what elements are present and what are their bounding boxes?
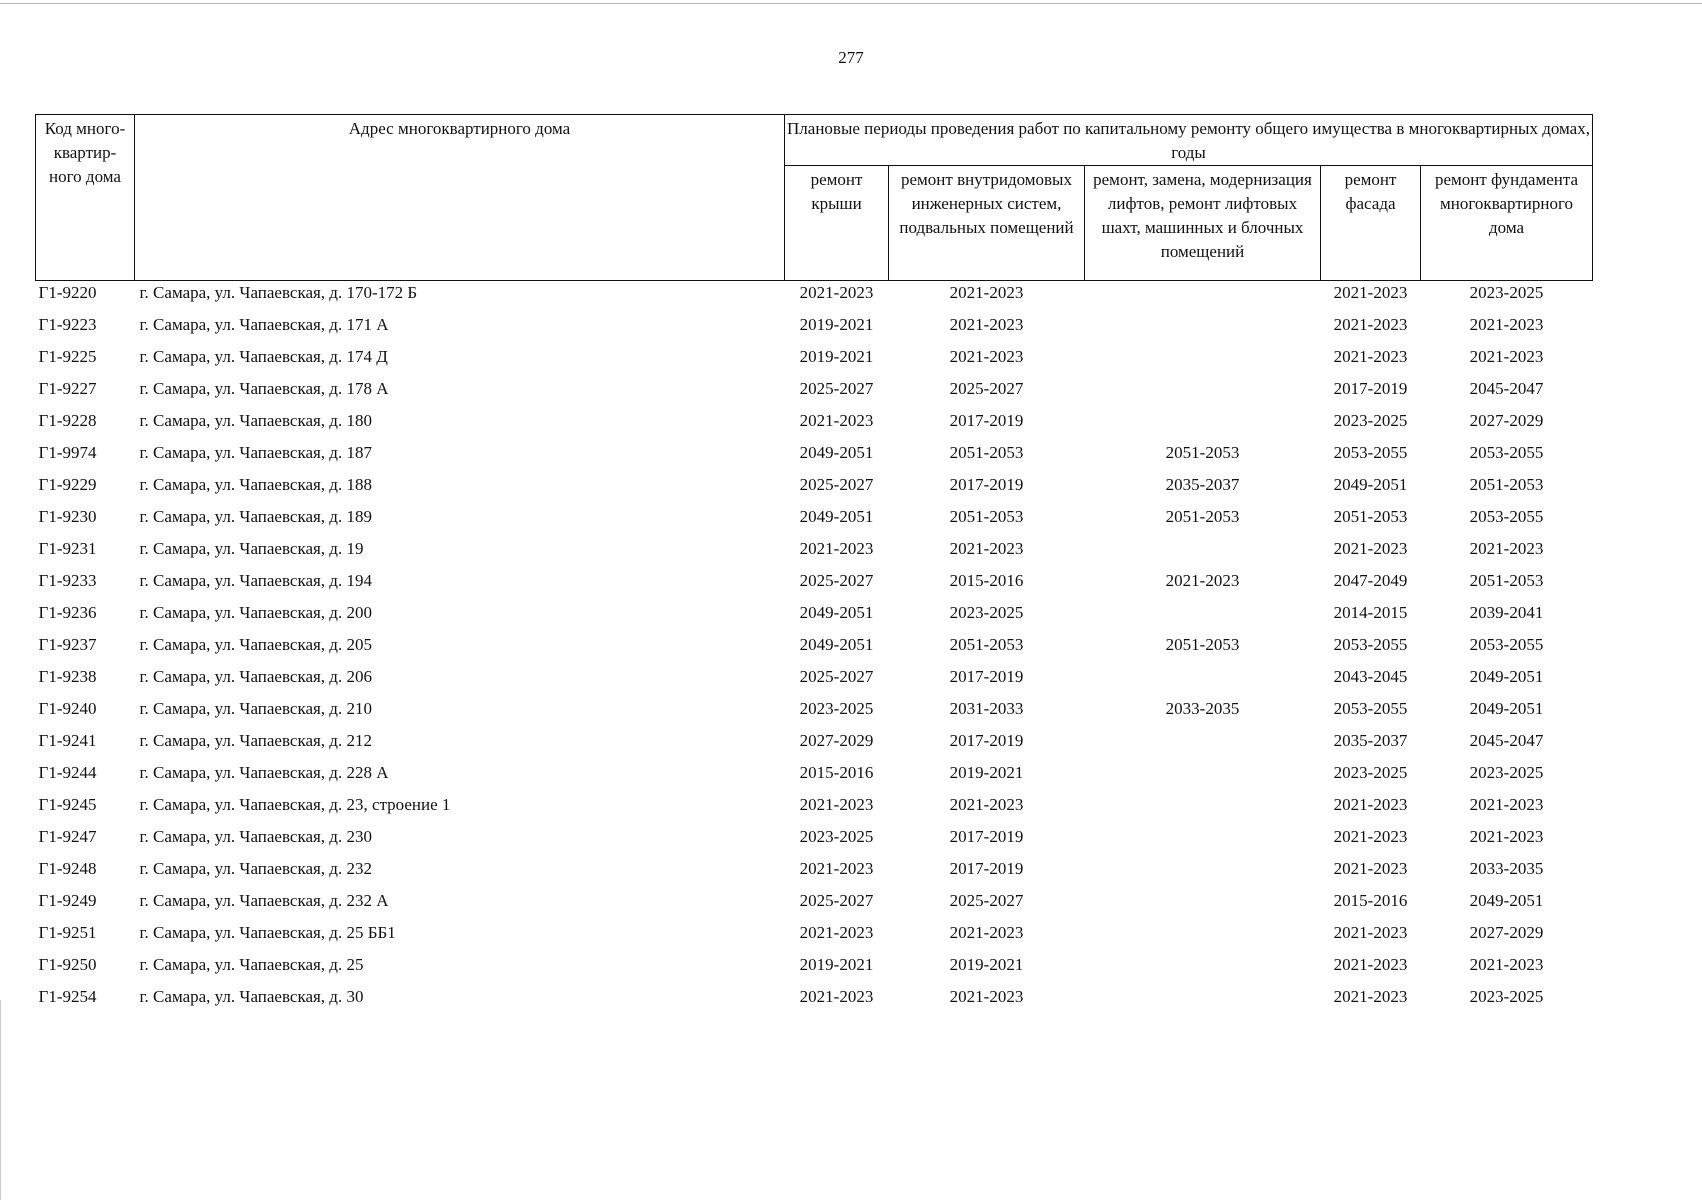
cell-facade: 2021-2023 <box>1333 347 1408 366</box>
cell-code: Г1-9228 <box>38 411 97 430</box>
cell-foundation: 2051-2053 <box>1469 475 1544 494</box>
cell-facade: 2049-2051 <box>1333 475 1408 494</box>
cell-roof: 2021-2023 <box>799 539 874 558</box>
table-row <box>36 601 1593 633</box>
table-body <box>36 281 1593 1018</box>
cell-foundation: 2053-2055 <box>1469 443 1544 462</box>
cell-elevators <box>1085 985 1321 1017</box>
cell-elevators <box>1085 537 1321 569</box>
cell-code: Г1-9231 <box>38 539 97 558</box>
cell-engineering: 2025-2027 <box>949 379 1024 398</box>
cell-roof: 2019-2021 <box>799 955 874 974</box>
cell-address: г. Самара, ул. Чапаевская, д. 180 <box>139 411 372 430</box>
header-engineering: ремонт внутридомовых инженерных систем, подвальных помещений <box>889 166 1085 281</box>
cell-address: г. Самара, ул. Чапаевская, д. 170-172 Б <box>139 283 418 302</box>
cell-elevators <box>1085 377 1321 409</box>
cell-code: Г1-9244 <box>38 763 97 782</box>
cell-foundation: 2023-2025 <box>1469 763 1544 782</box>
cell-foundation: 2033-2035 <box>1469 859 1544 878</box>
table-row <box>36 377 1593 409</box>
header-roof: ремонт крыши <box>785 166 889 281</box>
table-row <box>36 441 1593 473</box>
cell-elevators <box>1085 345 1321 377</box>
cell-engineering: 2019-2021 <box>949 763 1024 782</box>
cell-roof: 2025-2027 <box>799 891 874 910</box>
table-row <box>36 537 1593 569</box>
cell-code: Г1-9225 <box>38 347 97 366</box>
cell-engineering: 2017-2019 <box>949 475 1024 494</box>
cell-foundation: 2053-2055 <box>1469 635 1544 654</box>
cell-foundation: 2027-2029 <box>1469 411 1544 430</box>
cell-engineering: 2023-2025 <box>949 603 1024 622</box>
cell-foundation: 2049-2051 <box>1469 891 1544 910</box>
cell-code: Г1-9237 <box>38 635 97 654</box>
cell-roof: 2049-2051 <box>799 443 874 462</box>
cell-foundation: 2021-2023 <box>1469 539 1544 558</box>
cell-facade: 2021-2023 <box>1333 859 1408 878</box>
table-row <box>36 985 1593 1017</box>
cell-elevators <box>1085 857 1321 889</box>
cell-roof: 2025-2027 <box>799 571 874 590</box>
cell-roof: 2021-2023 <box>799 411 874 430</box>
cell-facade: 2021-2023 <box>1333 955 1408 974</box>
header-elevators: ремонт, замена, модернизация лифтов, ремонт лифтовых шахт, машинных и блочных помещений <box>1085 166 1321 281</box>
cell-engineering: 2017-2019 <box>949 827 1024 846</box>
cell-facade: 2023-2025 <box>1333 411 1408 430</box>
cell-engineering: 2021-2023 <box>949 315 1024 334</box>
cell-code: Г1-9229 <box>38 475 97 494</box>
cell-engineering: 2021-2023 <box>949 923 1024 942</box>
table-row <box>36 633 1593 665</box>
cell-code: Г1-9223 <box>38 315 97 334</box>
table-row <box>36 345 1593 377</box>
cell-engineering: 2021-2023 <box>949 283 1024 302</box>
cell-facade: 2014-2015 <box>1333 603 1408 622</box>
cell-facade: 2051-2053 <box>1333 507 1408 526</box>
cell-engineering: 2025-2027 <box>949 891 1024 910</box>
table-row <box>36 473 1593 505</box>
cell-roof: 2049-2051 <box>799 507 874 526</box>
cell-engineering: 2021-2023 <box>949 795 1024 814</box>
header-code: Код много- квартир- ного дома <box>36 115 135 281</box>
scan-top-edge <box>0 3 1702 4</box>
table-row <box>36 921 1593 953</box>
table-header <box>36 115 1593 281</box>
cell-address: г. Самара, ул. Чапаевская, д. 200 <box>139 603 372 622</box>
cell-facade: 2021-2023 <box>1333 539 1408 558</box>
table-row <box>36 953 1593 985</box>
cell-roof: 2021-2023 <box>799 987 874 1006</box>
cell-elevators <box>1085 729 1321 761</box>
cell-roof: 2023-2025 <box>799 827 874 846</box>
cell-code: Г1-9238 <box>38 667 97 686</box>
cell-address: г. Самара, ул. Чапаевская, д. 171 А <box>139 315 389 334</box>
cell-code: Г1-9251 <box>38 923 97 942</box>
cell-facade: 2035-2037 <box>1333 731 1408 750</box>
cell-elevators <box>1085 953 1321 985</box>
table-row <box>36 857 1593 889</box>
cell-engineering: 2017-2019 <box>949 731 1024 750</box>
cell-code: Г1-9227 <box>38 379 97 398</box>
cell-roof: 2023-2025 <box>799 699 874 718</box>
cell-foundation: 2027-2029 <box>1469 923 1544 942</box>
cell-code: Г1-9220 <box>38 283 97 302</box>
cell-address: г. Самара, ул. Чапаевская, д. 23, строение 1 <box>139 795 451 814</box>
cell-address: г. Самара, ул. Чапаевская, д. 205 <box>139 635 372 654</box>
cell-elevators <box>1085 313 1321 345</box>
cell-facade: 2017-2019 <box>1333 379 1408 398</box>
cell-foundation: 2049-2051 <box>1469 667 1544 686</box>
cell-elevators <box>1085 409 1321 441</box>
cell-facade: 2053-2055 <box>1333 635 1408 654</box>
cell-facade: 2021-2023 <box>1333 827 1408 846</box>
cell-roof: 2027-2029 <box>799 731 874 750</box>
cell-foundation: 2021-2023 <box>1469 315 1544 334</box>
cell-roof: 2021-2023 <box>799 923 874 942</box>
cell-engineering: 2051-2053 <box>949 635 1024 654</box>
cell-elevators: 2051-2053 <box>1165 443 1240 462</box>
cell-roof: 2021-2023 <box>799 795 874 814</box>
cell-roof: 2049-2051 <box>799 603 874 622</box>
cell-facade: 2047-2049 <box>1333 571 1408 590</box>
cell-engineering: 2031-2033 <box>949 699 1024 718</box>
cell-foundation: 2021-2023 <box>1469 347 1544 366</box>
cell-code: Г1-9974 <box>38 443 97 462</box>
cell-foundation: 2023-2025 <box>1469 987 1544 1006</box>
cell-engineering: 2021-2023 <box>949 987 1024 1006</box>
table-row <box>36 761 1593 793</box>
table-row <box>36 313 1593 345</box>
cell-foundation: 2039-2041 <box>1469 603 1544 622</box>
cell-foundation: 2023-2025 <box>1469 283 1544 302</box>
cell-elevators: 2033-2035 <box>1165 699 1240 718</box>
cell-foundation: 2021-2023 <box>1469 827 1544 846</box>
cell-elevators <box>1085 825 1321 857</box>
cell-address: г. Самара, ул. Чапаевская, д. 174 Д <box>139 347 388 366</box>
cell-code: Г1-9240 <box>38 699 97 718</box>
cell-facade: 2021-2023 <box>1333 923 1408 942</box>
cell-facade: 2053-2055 <box>1333 699 1408 718</box>
cell-engineering: 2021-2023 <box>949 347 1024 366</box>
cell-facade: 2043-2045 <box>1333 667 1408 686</box>
cell-address: г. Самара, ул. Чапаевская, д. 25 <box>139 955 364 974</box>
cell-facade: 2021-2023 <box>1333 283 1408 302</box>
cell-address: г. Самара, ул. Чапаевская, д. 210 <box>139 699 372 718</box>
cell-elevators <box>1085 601 1321 633</box>
cell-code: Г1-9247 <box>38 827 97 846</box>
cell-roof: 2015-2016 <box>799 763 874 782</box>
table-row <box>36 665 1593 697</box>
cell-address: г. Самара, ул. Чапаевская, д. 19 <box>139 539 364 558</box>
cell-code: Г1-9236 <box>38 603 97 622</box>
cell-facade: 2021-2023 <box>1333 795 1408 814</box>
table-row <box>36 505 1593 537</box>
cell-elevators: 2035-2037 <box>1165 475 1240 494</box>
cell-facade: 2053-2055 <box>1333 443 1408 462</box>
cell-engineering: 2017-2019 <box>949 667 1024 686</box>
cell-elevators <box>1085 889 1321 921</box>
cell-address: г. Самара, ул. Чапаевская, д. 189 <box>139 507 372 526</box>
table-row <box>36 281 1593 314</box>
cell-engineering: 2051-2053 <box>949 443 1024 462</box>
cell-elevators <box>1085 281 1321 314</box>
cell-elevators <box>1085 665 1321 697</box>
cell-foundation: 2045-2047 <box>1469 731 1544 750</box>
table-row <box>36 729 1593 761</box>
capital-repair-plan-table <box>35 114 1593 1017</box>
cell-roof: 2021-2023 <box>799 859 874 878</box>
cell-address: г. Самара, ул. Чапаевская, д. 232 <box>139 859 372 878</box>
cell-code: Г1-9230 <box>38 507 97 526</box>
cell-roof: 2025-2027 <box>799 667 874 686</box>
table-row <box>36 889 1593 921</box>
cell-address: г. Самара, ул. Чапаевская, д. 188 <box>139 475 372 494</box>
cell-roof: 2019-2021 <box>799 347 874 366</box>
cell-code: Г1-9233 <box>38 571 97 590</box>
cell-code: Г1-9249 <box>38 891 97 910</box>
cell-elevators: 2021-2023 <box>1165 571 1240 590</box>
header-foundation: ремонт фундамента многоквартирного дома <box>1421 166 1593 281</box>
table-row <box>36 793 1593 825</box>
cell-elevators <box>1085 793 1321 825</box>
cell-facade: 2015-2016 <box>1333 891 1408 910</box>
cell-foundation: 2045-2047 <box>1469 379 1544 398</box>
cell-roof: 2049-2051 <box>799 635 874 654</box>
cell-address: г. Самара, ул. Чапаевская, д. 194 <box>139 571 372 590</box>
cell-code: Г1-9250 <box>38 955 97 974</box>
table-row <box>36 569 1593 601</box>
cell-foundation: 2021-2023 <box>1469 795 1544 814</box>
cell-elevators: 2051-2053 <box>1165 635 1240 654</box>
cell-engineering: 2021-2023 <box>949 539 1024 558</box>
cell-foundation: 2051-2053 <box>1469 571 1544 590</box>
table-row <box>36 697 1593 729</box>
page-number: 277 <box>838 48 864 67</box>
cell-facade: 2021-2023 <box>1333 987 1408 1006</box>
cell-elevators: 2051-2053 <box>1165 507 1240 526</box>
cell-address: г. Самара, ул. Чапаевская, д. 178 А <box>139 379 389 398</box>
scan-left-edge <box>0 1000 1 1200</box>
cell-foundation: 2053-2055 <box>1469 507 1544 526</box>
cell-elevators <box>1085 921 1321 953</box>
cell-facade: 2021-2023 <box>1333 315 1408 334</box>
cell-foundation: 2021-2023 <box>1469 955 1544 974</box>
cell-address: г. Самара, ул. Чапаевская, д. 232 А <box>139 891 389 910</box>
cell-facade: 2023-2025 <box>1333 763 1408 782</box>
header-periods-group: Плановые периоды проведения работ по капитальному ремонту общего имущества в многоквартирных домах, годы <box>785 115 1593 166</box>
cell-engineering: 2017-2019 <box>949 411 1024 430</box>
cell-address: г. Самара, ул. Чапаевская, д. 212 <box>139 731 372 750</box>
table-row <box>36 825 1593 857</box>
cell-roof: 2025-2027 <box>799 475 874 494</box>
cell-engineering: 2015-2016 <box>949 571 1024 590</box>
cell-address: г. Самара, ул. Чапаевская, д. 187 <box>139 443 372 462</box>
cell-engineering: 2019-2021 <box>949 955 1024 974</box>
cell-address: г. Самара, ул. Чапаевская, д. 30 <box>139 987 364 1006</box>
table-row <box>36 409 1593 441</box>
cell-roof: 2019-2021 <box>799 315 874 334</box>
cell-code: Г1-9241 <box>38 731 97 750</box>
cell-address: г. Самара, ул. Чапаевская, д. 206 <box>139 667 372 686</box>
cell-foundation: 2049-2051 <box>1469 699 1544 718</box>
cell-roof: 2021-2023 <box>799 283 874 302</box>
header-facade: ремонт фасада <box>1321 166 1421 281</box>
cell-engineering: 2051-2053 <box>949 507 1024 526</box>
cell-code: Г1-9254 <box>38 987 97 1006</box>
cell-code: Г1-9248 <box>38 859 97 878</box>
header-address: Адрес многоквартирного дома <box>135 115 785 281</box>
cell-roof: 2025-2027 <box>799 379 874 398</box>
cell-engineering: 2017-2019 <box>949 859 1024 878</box>
cell-address: г. Самара, ул. Чапаевская, д. 25 ББ1 <box>139 923 396 942</box>
cell-code: Г1-9245 <box>38 795 97 814</box>
cell-address: г. Самара, ул. Чапаевская, д. 228 А <box>139 763 389 782</box>
cell-elevators <box>1085 761 1321 793</box>
cell-address: г. Самара, ул. Чапаевская, д. 230 <box>139 827 372 846</box>
